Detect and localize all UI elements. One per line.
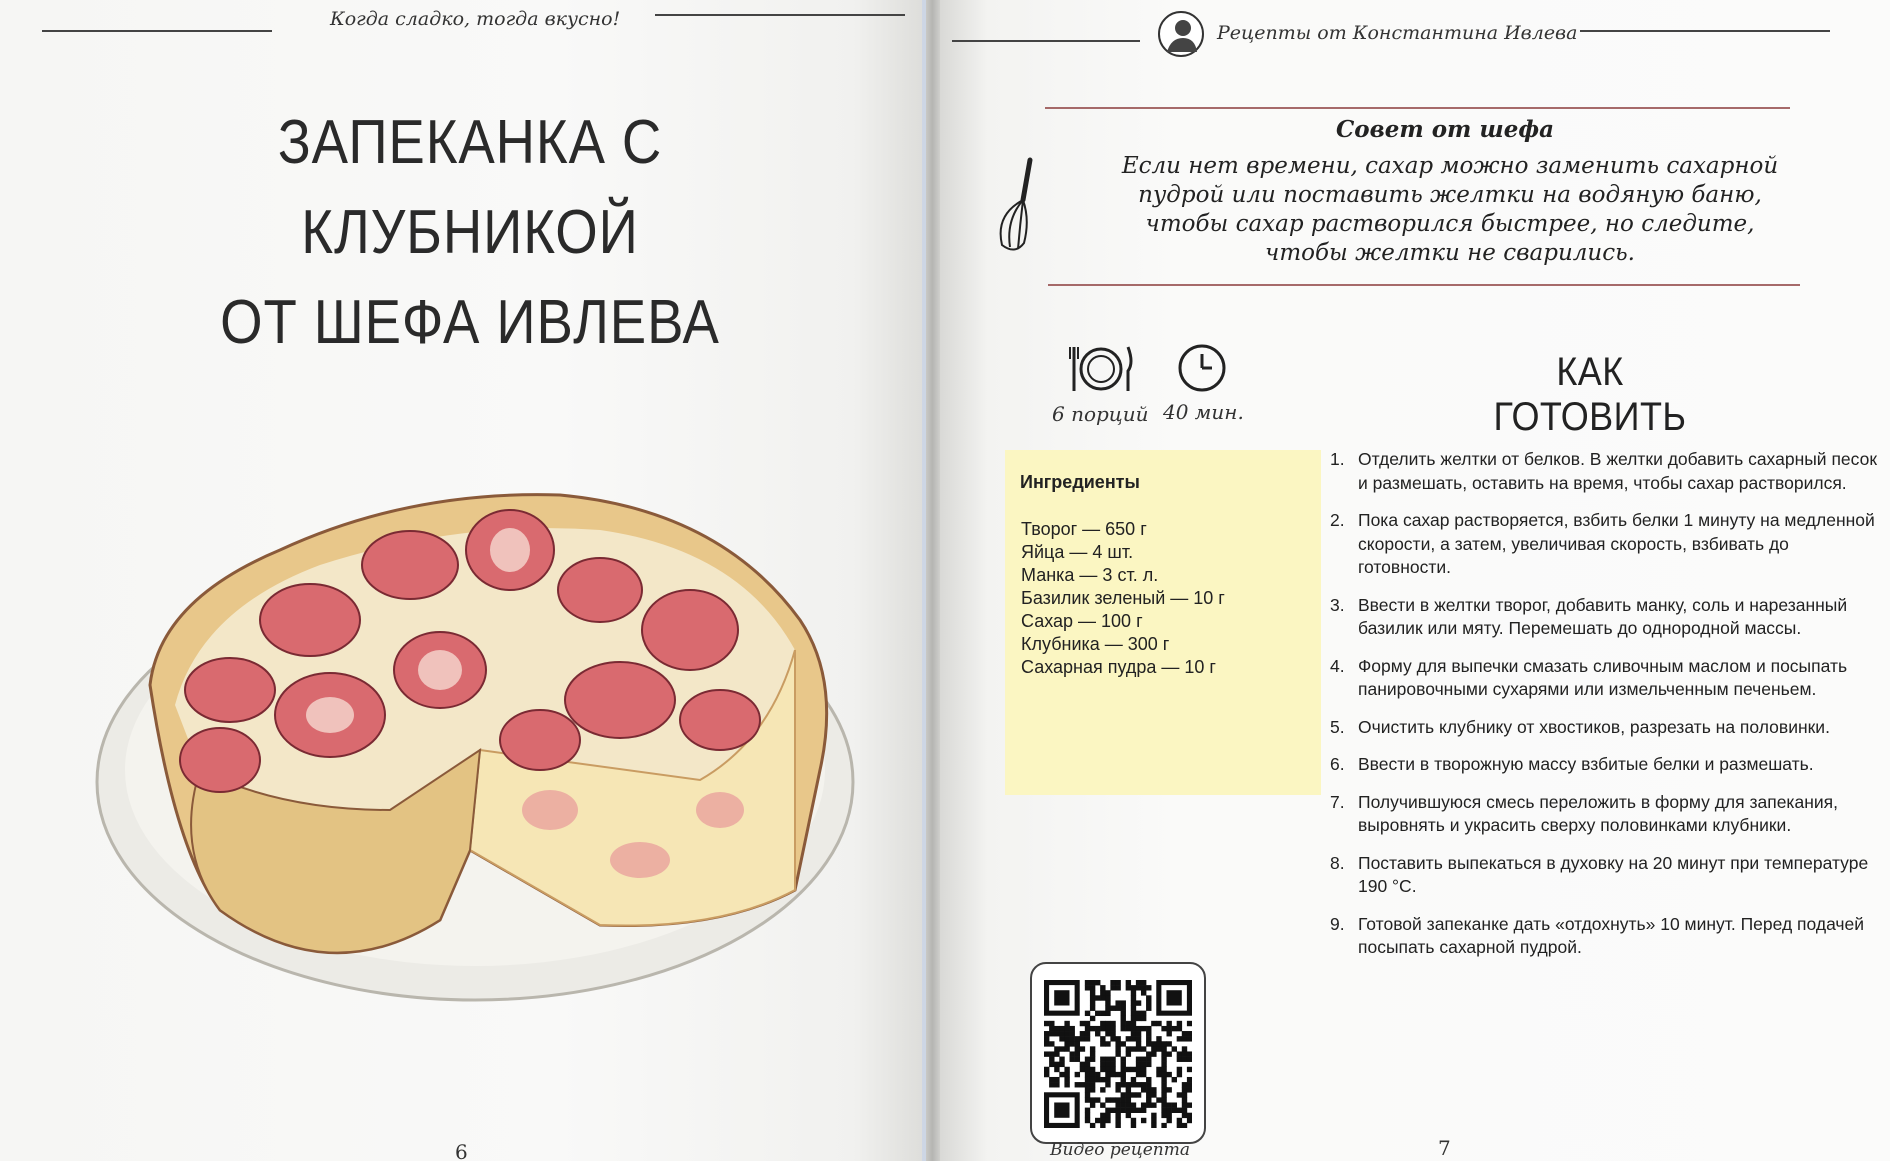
step-text: Форму для выпечки смазать сливочным маслом и посыпать панировочными сухарями или измельченным печеньем. [1358, 655, 1848, 699]
header-rule-left-r [952, 40, 1140, 42]
ingredient-item: Манка — 3 ст. л. [1021, 565, 1159, 585]
step-item [1330, 716, 1878, 740]
step-number: 4. [1330, 655, 1345, 676]
recipe-title-line1: ЗАПЕКАНКА С КЛУБНИКОЙ [277, 108, 663, 267]
step-number: 7. [1330, 791, 1345, 812]
recipe-title-line2: ОТ ШЕФА ИВЛЕВА [220, 288, 720, 357]
how-to-title: КАК ГОТОВИТЬ [1493, 350, 1687, 439]
chef-tip-line: пудрой или поставить желтки на водяную баню, [1138, 182, 1762, 208]
step-number: 9. [1330, 913, 1345, 934]
step-number: 2. [1330, 510, 1345, 530]
step-text: Пока сахар растворяется, взбить белки 1 минуту на медленной скорости, а затем, увеличивая скорость, взбивать до готовности. [1358, 510, 1875, 577]
step-text: Готовой запеканке дать «отдохнуть» 10 минут. Перед подачей посыпать сахарной пудрой. [1358, 913, 1865, 957]
header-rule-left [42, 30, 272, 32]
ingredient-item: Клубника — 300 г [1021, 634, 1170, 654]
step-item [1330, 791, 1878, 838]
ingredient-item: Сахар — 100 г [1021, 611, 1143, 631]
chef-tip-text [1070, 152, 1830, 268]
chef-tip-line: чтобы сахар растворился быстрее, но следите, [1145, 211, 1755, 237]
clock-icon [1177, 343, 1227, 393]
ingredient-item: Сахарная пудра — 10 г [1021, 657, 1216, 677]
qr-caption: Видео рецепта [1050, 1140, 1190, 1160]
step-item [1330, 753, 1878, 777]
recipe-title [118, 98, 822, 368]
servings-label: 6 порций [1052, 402, 1149, 426]
step-item [1330, 852, 1878, 899]
step-text: Поставить выпекаться в духовку на 20 минут при температуре 190 °C. [1358, 852, 1869, 896]
qr-code[interactable] [1044, 980, 1192, 1128]
book-spine [926, 0, 940, 1161]
step-text: Ввести в творожную массу взбитые белки и размешать. [1358, 754, 1814, 774]
step-number: 3. [1330, 594, 1345, 615]
running-header-left: Когда сладко, тогда вкусно! [330, 8, 621, 30]
step-text: Отделить желтки от белков. В желтки добавить сахарный песок и размешать, оставить на время, чтобы сахар растворился. [1358, 449, 1877, 493]
running-header-right: Рецепты от Константина Ивлева [1217, 22, 1578, 44]
step-item [1330, 509, 1878, 580]
step-item [1330, 594, 1878, 641]
tip-rule-top [1045, 107, 1790, 109]
ingredient-item: Творог — 650 г [1021, 519, 1147, 539]
time-label: 40 мин. [1163, 400, 1244, 424]
page-number-left: 6 [455, 1140, 468, 1161]
step-number: 5. [1330, 716, 1345, 737]
ingredients-list [1021, 518, 1225, 679]
plate-cutlery-icon [1068, 343, 1134, 395]
chef-tip-line: Если нет времени, сахар можно заменить сахарной [1121, 153, 1779, 179]
step-text: Ввести в желтки творог, добавить манку, соль и нарезанный базилик или мяту. Перемешать до однородной массы. [1358, 594, 1848, 638]
step-number: 1. [1330, 449, 1345, 469]
ingredients-title: Ингредиенты [1020, 472, 1140, 492]
header-rule-right-r [1580, 30, 1830, 32]
ingredient-item: Яйца — 4 шт. [1021, 542, 1134, 562]
left-page [0, 0, 928, 1161]
chef-tip-title: Совет от шефа [1335, 116, 1555, 143]
chef-portrait-icon [1157, 10, 1205, 58]
casserole-illustration [80, 470, 880, 1030]
chef-tip-line: чтобы желтки не сварились. [1265, 240, 1635, 266]
steps-list [1330, 448, 1878, 974]
page-number-right: 7 [1438, 1136, 1451, 1160]
step-text: Очистить клубнику от хвостиков, разрезать на половинки. [1358, 716, 1830, 737]
step-text: Получившуюся смесь переложить в форму для запекания, выровнять и украсить сверху половинками клубники. [1358, 791, 1838, 835]
step-item [1330, 913, 1878, 960]
step-item [1330, 448, 1878, 495]
qr-code-frame[interactable] [1030, 962, 1206, 1144]
ingredient-item: Базилик зеленый — 10 г [1021, 588, 1225, 608]
header-rule-right [655, 14, 905, 16]
tip-rule-bottom [1048, 284, 1800, 286]
whisk-icon [990, 155, 1040, 255]
step-item [1330, 655, 1878, 702]
step-number: 8. [1330, 852, 1345, 873]
step-number: 6. [1330, 754, 1345, 774]
